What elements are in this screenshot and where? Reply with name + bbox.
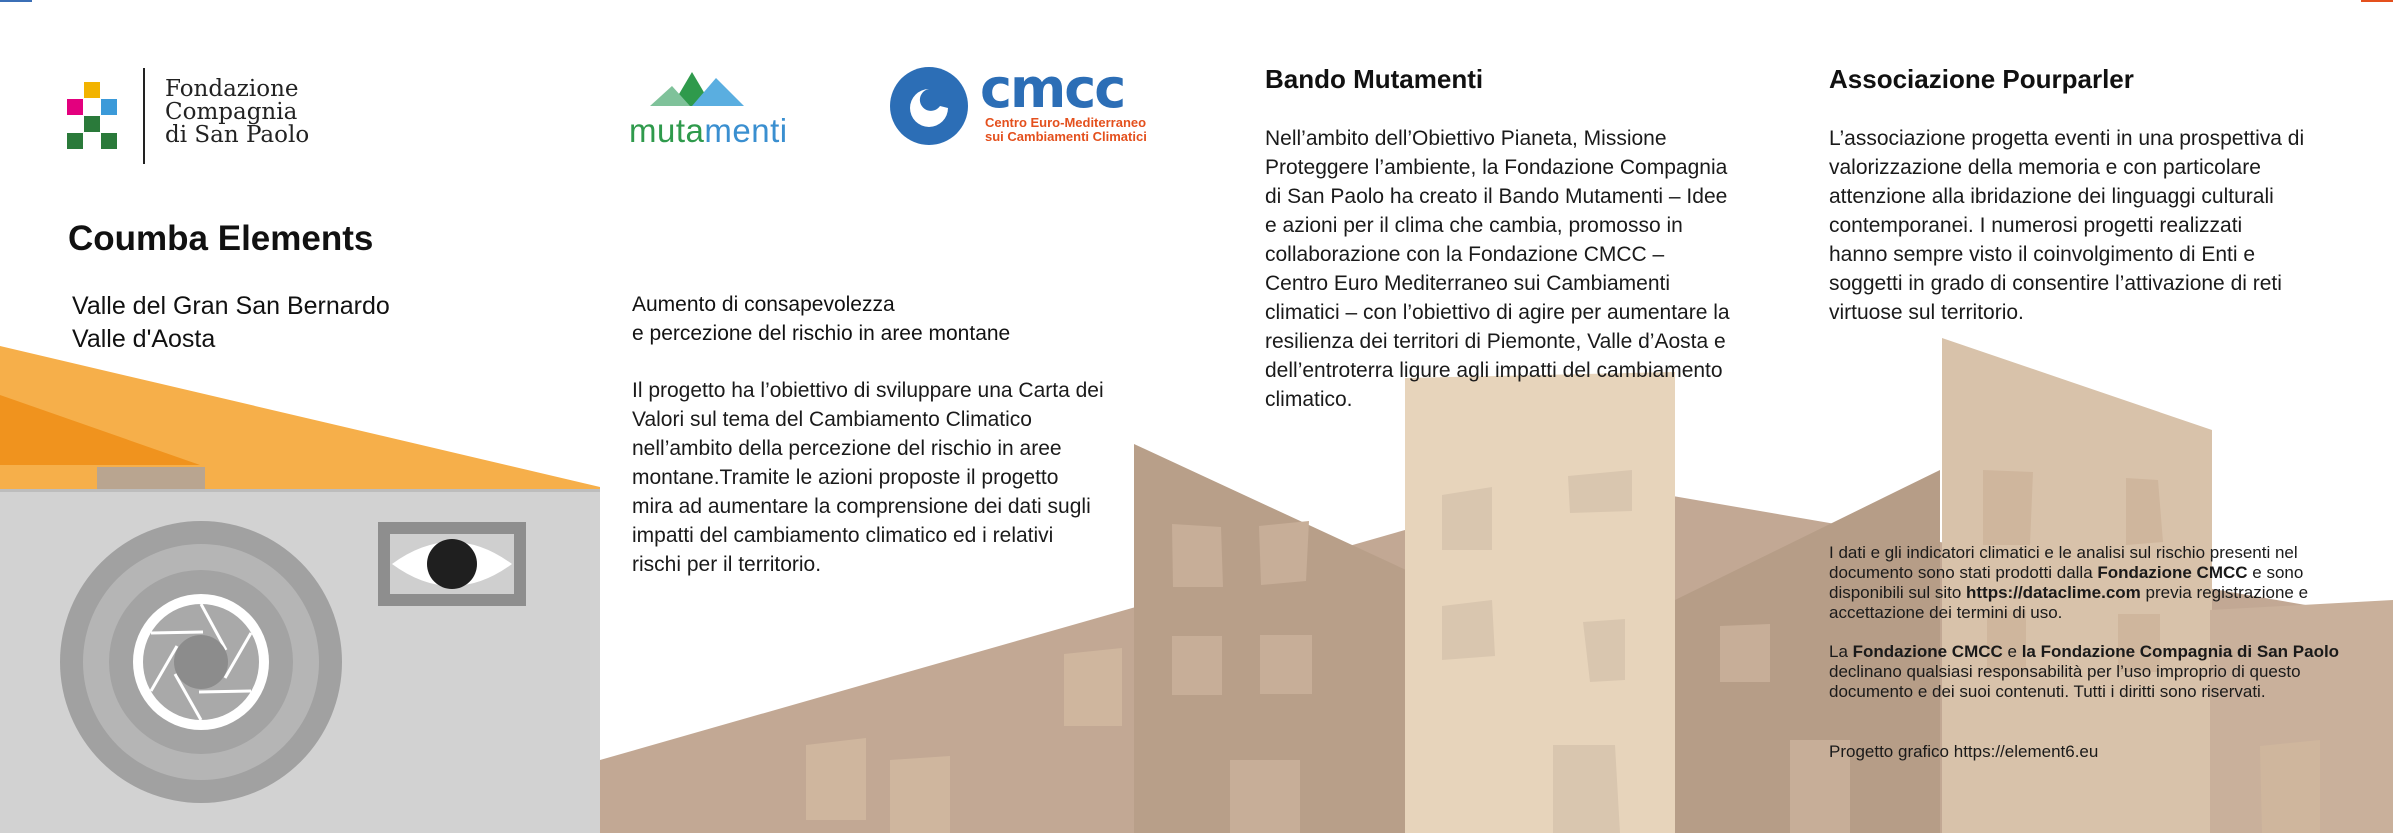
mutamenti-logo-text (629, 112, 788, 150)
bando-line: resilienza dei territori di Piemonte, Valle d’Aosta e (1265, 330, 1726, 353)
cmcc-subtitle-line-2: sui Cambiamenti Climatici (985, 129, 1147, 144)
disclaimer-text: e (2002, 642, 2022, 661)
mutamenti-part-1: muta (629, 112, 705, 149)
bando-line: dell’entroterra ligure agli impatti del cambiamento (1265, 359, 1723, 382)
fondazione-line-3: di San Paolo (165, 122, 310, 148)
disclaimer-bold: Fondazione CMCC (1852, 642, 2003, 661)
intro-line: Valori sul tema del Cambiamento Climatico (632, 408, 1032, 431)
intro-line: Il progetto ha l’obiettivo di sviluppare una Carta dei (632, 379, 1104, 402)
cmcc-logo-text: cmcc (980, 57, 1125, 120)
associazione-line: virtuose sul territorio. (1829, 301, 2024, 324)
intro-paragraph (632, 376, 1104, 579)
intro-line: montane.Tramite le azioni proposte il progetto (632, 466, 1059, 489)
disclaimer-bold: Fondazione CMCC (2097, 563, 2248, 582)
associazione-heading: Associazione Pourparler (1829, 64, 2134, 94)
intro-line: rischi per il territorio. (632, 553, 822, 576)
disclaimer-text: e sono disponibili sul sito (1829, 563, 2304, 602)
intro-line: mira ad aumentare la comprensione dei dati sugli (632, 495, 1091, 518)
disclaimer-text: La (1829, 642, 1853, 661)
fondazione-line-1: Fondazione (165, 76, 299, 102)
dataclime-link[interactable]: https://dataclime.com (1966, 583, 2141, 602)
cmcc-subtitle-line-1: Centro Euro-Mediterraneo (985, 115, 1147, 130)
bando-line: Proteggere l’ambiente, la Fondazione Compagnia (1265, 156, 1728, 179)
intro-heading (632, 290, 1010, 348)
project-location (72, 290, 390, 356)
bando-line: collaborazione con la Fondazione CMCC – (1265, 243, 1665, 266)
bando-paragraph (1265, 124, 1730, 414)
bando-line: Centro Euro Mediterraneo sui Cambiamenti (1265, 272, 1671, 295)
disclaimer-text: previa registrazione e accettazione dei termini di uso. (1829, 583, 2309, 622)
fondazione-line-2: Compagnia (165, 99, 298, 125)
associazione-line: contemporanei. I numerosi progetti realizzati (1829, 214, 2243, 237)
mutamenti-logo-icon (650, 72, 744, 106)
disclaimer-text: I dati e gli indicatori climatici e le analisi sul rischio presenti nel documento sono stati prodotti dalla (1829, 543, 2298, 582)
disclaimer-text: declinano qualsiasi responsabilità per l’uso improprio di questo documento e dei suoi contenuti. Tutti i diritti sono riservati. (1829, 662, 2301, 701)
bando-heading: Bando Mutamenti (1265, 64, 1484, 94)
orange-beam (0, 346, 600, 490)
associazione-line: hanno sempre visto il coinvolgimento di Enti e (1829, 243, 2256, 266)
location-line-2: Valle d'Aosta (72, 325, 216, 353)
cmcc-logo-icon (890, 67, 968, 145)
associazione-line: soggetti in grado di consentire l’attivazione di reti (1829, 272, 2282, 295)
intro-heading-line-2: e percezione del rischio in aree montane (632, 322, 1011, 345)
associazione-line: attenzione alla ibridazione dei linguaggi culturali (1829, 185, 2274, 208)
camera-illustration (0, 467, 600, 833)
project-title: Coumba Elements (68, 219, 374, 258)
fondazione-compagnia-logo-text (165, 78, 309, 147)
fondazione-compagnia-logo-icon (67, 68, 145, 164)
intro-line: impatti del cambiamento climatico ed i relativi (632, 524, 1054, 547)
bando-line: climatico. (1265, 388, 1353, 411)
disclaimer-paragraph-1 (1829, 543, 2349, 623)
associazione-line: L’associazione progetta eventi in una prospettiva di (1829, 127, 2305, 150)
associazione-paragraph (1829, 124, 2304, 327)
mutamenti-part-2: menti (704, 112, 788, 149)
bando-line: di San Paolo ha creato il Bando Mutamenti – Idee (1265, 185, 1728, 208)
bando-line: climatici – con l’obiettivo di agire per aumentare la (1265, 301, 1730, 324)
bando-line: Nell’ambito dell’Obiettivo Pianeta, Missione (1265, 127, 1667, 150)
disclaimer-paragraph-2 (1829, 642, 2349, 702)
intro-line: nell’ambito della percezione del rischio in aree (632, 437, 1062, 460)
bando-line: e azioni per il clima che cambia, promosso in (1265, 214, 1683, 237)
location-line-1: Valle del Gran San Bernardo (72, 292, 390, 320)
graphic-design-credit[interactable]: Progetto grafico https://element6.eu (1829, 742, 2099, 761)
intro-heading-line-1: Aumento di consapevolezza (632, 293, 895, 316)
cmcc-logo-subtitle (985, 116, 1147, 144)
associazione-line: valorizzazione della memoria e con particolare (1829, 156, 2261, 179)
disclaimer-bold: la Fondazione Compagnia di San Paolo (2021, 642, 2340, 661)
